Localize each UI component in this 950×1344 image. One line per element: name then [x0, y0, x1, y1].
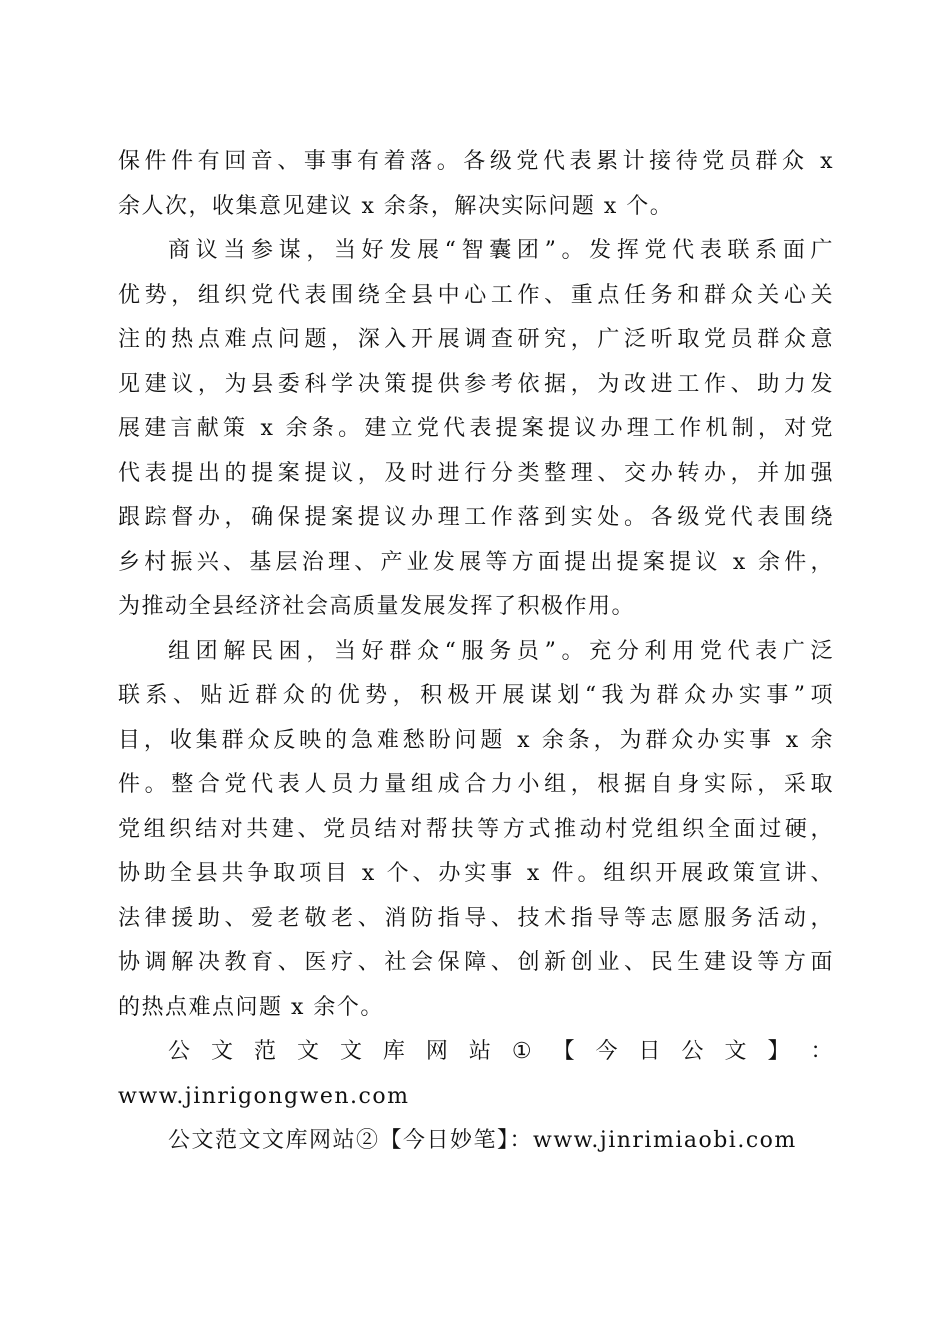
- text-line: 目，收集群众反映的急难愁盼问题 x 余条，为群众办实事 x 余: [118, 727, 834, 753]
- site-1-char: ：: [810, 1039, 834, 1064]
- site-1-char: 文: [724, 1039, 749, 1064]
- site-1-char: 范: [253, 1039, 278, 1064]
- paragraph-think-tank: [118, 229, 834, 630]
- text-line: 为推动全县经济社会高质量发展发挥了积极作用。: [118, 594, 636, 619]
- text-line: 的热点难点问题 x 余个。: [118, 994, 384, 1020]
- text-line: 余人次，收集意见建议 x 余条，解决实际问题 x 个。: [118, 193, 674, 219]
- text-line: 注的热点难点问题，深入开展调查研究，广泛听取党员群众意: [118, 327, 834, 352]
- text-line: 代表提出的提案提议，及时进行分类整理、交办转办，并加强: [118, 460, 834, 486]
- document-page: [118, 140, 834, 1164]
- site-1-char: ①: [511, 1039, 534, 1064]
- footer-site-2: [118, 1119, 834, 1164]
- paragraph-continuation: [118, 140, 834, 229]
- site-1-char: 文: [210, 1039, 235, 1064]
- text-line: 优势，组织党代表围绕全县中心工作、重点任务和群众关心关: [118, 282, 834, 308]
- site-1-char: 日: [638, 1039, 663, 1064]
- site-2-text: 公文范文文库网站②【今日妙笔】：www.jinrimiaobi.com: [168, 1128, 797, 1153]
- text-line: 跟踪督办，确保提案提议办理工作落到实处。各级党代表围绕: [118, 505, 834, 530]
- footer-site-1: [118, 1030, 834, 1119]
- site-1-label: [118, 1030, 834, 1075]
- text-line: 党组织结对共建、党员结对帮扶等方式推动村党组织全面过硬，: [118, 816, 834, 842]
- site-1-char: 文: [339, 1039, 364, 1064]
- site-1-char: 【: [552, 1039, 577, 1064]
- site-1-char: 库: [382, 1039, 407, 1064]
- text-line: 保件件有回音、事事有着落。各级党代表累计接待党员群众 x: [118, 149, 834, 174]
- text-line: 乡村振兴、基层治理、产业发展等方面提出提案提议 x 余件，: [118, 549, 834, 575]
- site-1-url: www.jinrigongwen.com: [118, 1083, 410, 1109]
- text-line: 组团解民困，当好群众“服务员”。充分利用党代表广泛: [168, 638, 834, 664]
- text-line: 商议当参谋，当好发展“智囊团”。发挥党代表联系面广: [168, 238, 834, 263]
- site-1-char: 】: [767, 1039, 792, 1064]
- paragraph-service: [118, 630, 834, 1031]
- text-line: 展建言献策 x 余条。建立党代表提案提议办理工作机制，对党: [118, 416, 834, 441]
- site-1-char: 网: [425, 1039, 450, 1064]
- text-line: 件。整合党代表人员力量组成合力小组，根据自身实际，采取: [118, 772, 834, 797]
- text-line: 协助全县共争取项目 x 个、办实事 x 件。组织开展政策宣讲、: [118, 861, 834, 886]
- site-1-char: 站: [468, 1039, 493, 1064]
- text-line: 法律援助、爱老敬老、消防指导、技术指导等志愿服务活动，: [118, 905, 834, 931]
- site-1-char: 今: [595, 1039, 620, 1064]
- text-line: 见建议，为县委科学决策提供参考依据，为改进工作、助力发: [118, 371, 834, 397]
- text-line: 联系、贴近群众的优势，积极开展谋划“我为群众办实事”项: [118, 683, 834, 708]
- site-1-char: 文: [296, 1039, 321, 1064]
- text-line: 协调解决教育、医疗、社会保障、创新创业、民生建设等方面: [118, 950, 834, 975]
- site-1-char: 公: [681, 1039, 706, 1064]
- site-1-char: 公: [168, 1039, 192, 1064]
